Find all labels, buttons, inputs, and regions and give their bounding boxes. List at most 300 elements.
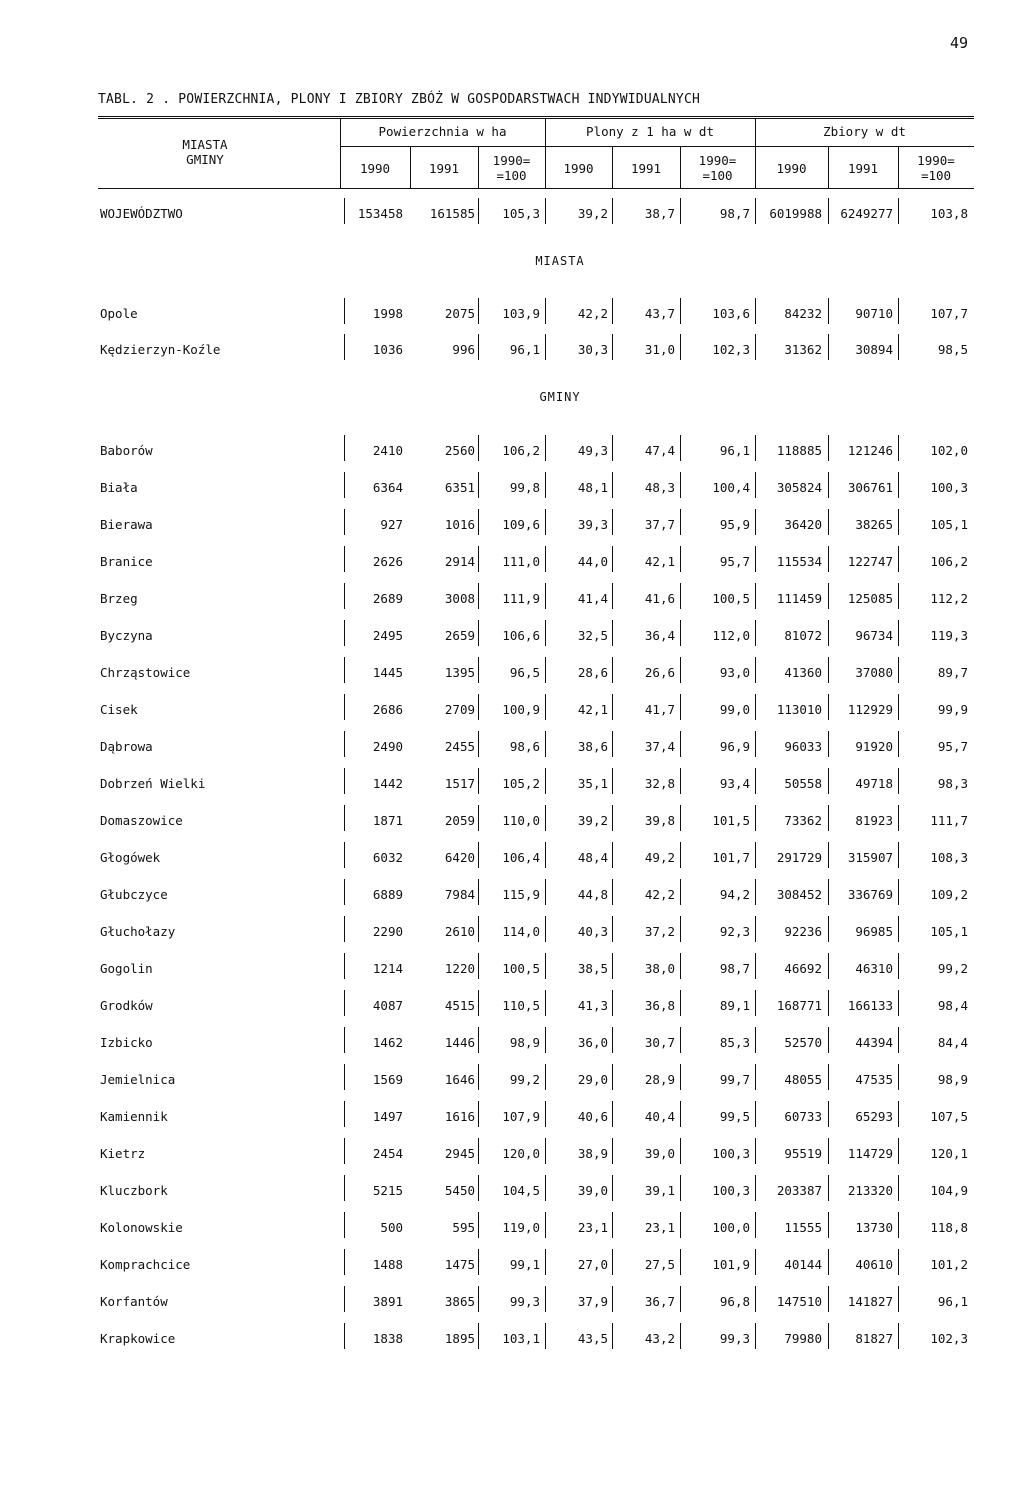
table-row [0,1331,1024,1351]
table-cell: 6889 [372,887,403,902]
table-cell: 2454 [372,1146,403,1161]
row-label: Biała [100,480,138,495]
group-header-area: Powierzchnia w ha [378,124,507,139]
table-cell: 2709 [444,702,475,717]
table-cell: 1497 [372,1109,403,1124]
table-cell: 96985 [855,924,893,939]
table-cell: 65293 [855,1109,893,1124]
table-cell: 1442 [372,776,403,791]
row-label: Kietrz [100,1146,146,1161]
section-gminas-heading: GMINY [539,390,581,404]
table-cell: 1569 [372,1072,403,1087]
table-cell: 99,3 [719,1331,750,1346]
stub-header-gminas: GMINY [186,152,224,167]
table-cell: 48,1 [577,480,608,495]
table-cell: 85,3 [719,1035,750,1050]
table-cell: 39,0 [577,1183,608,1198]
sub-header-1991: 1991 [847,161,879,176]
table-cell: 7984 [444,887,475,902]
table-cell: 104,9 [930,1183,968,1198]
table-cell: 41,4 [577,591,608,606]
table-cell: 153458 [357,206,403,221]
table-cell: 42,2 [577,306,608,321]
table-cell: 101,7 [712,850,750,865]
table-row [0,961,1024,981]
table-cell: 89,7 [937,665,968,680]
table-cell: 95,7 [937,739,968,754]
table-cell: 5215 [372,1183,403,1198]
table-cell: 1445 [372,665,403,680]
table-cell: 109,6 [502,517,540,532]
row-label: Głubczyce [100,887,168,902]
row-label: Brzeg [100,591,138,606]
table-cell: 107,7 [930,306,968,321]
table-cell: 308452 [776,887,822,902]
table-cell: 89,1 [719,998,750,1013]
section-cities-heading: MIASTA [535,254,585,268]
table-row [0,887,1024,907]
table-row [0,702,1024,722]
table-cell: 99,7 [719,1072,750,1087]
row-label: Głuchołazy [100,924,176,939]
table-row [0,813,1024,833]
table-cell: 44,8 [577,887,608,902]
table-cell: 36,4 [644,628,675,643]
table-row [0,850,1024,870]
table-cell: 46692 [784,961,822,976]
table-row [0,1109,1024,1129]
sub-header-1990: 1990 [359,161,391,176]
table-cell: 110,0 [502,813,540,828]
table-cell: 95,9 [719,517,750,532]
table-cell: 30,7 [644,1035,675,1050]
table-cell: 291729 [776,850,822,865]
table-cell: 27,0 [577,1257,608,1272]
table-cell: 98,3 [937,776,968,791]
table-cell: 100,3 [712,1146,750,1161]
table-row [0,1294,1024,1314]
row-label: Korfantów [100,1294,168,1309]
table-cell: 32,5 [577,628,608,643]
table-cell: 118885 [776,443,822,458]
table-cell: 98,7 [719,206,750,221]
table-cell: 105,1 [930,517,968,532]
table-cell: 2945 [444,1146,475,1161]
sub-header-1991: 1991 [630,161,662,176]
table-cell: 1036 [372,342,403,357]
table-cell: 102,3 [712,342,750,357]
table-cell: 98,9 [509,1035,540,1050]
table-cell: 114,0 [502,924,540,939]
row-label: Opole [100,306,138,321]
table-row [0,1035,1024,1055]
table-cell: 30894 [855,342,893,357]
table-cell: 38,0 [644,961,675,976]
group-header-yield: Plony z 1 ha w dt [586,124,714,139]
table-cell: 81827 [855,1331,893,1346]
header-top-rule-2 [98,118,974,119]
table-cell: 43,7 [644,306,675,321]
table-row [0,1220,1024,1240]
table-cell: 73362 [784,813,822,828]
table-cell: 101,9 [712,1257,750,1272]
table-cell: 106,2 [930,554,968,569]
table-cell: 101,2 [930,1257,968,1272]
table-cell: 103,8 [930,206,968,221]
table-cell: 1646 [444,1072,475,1087]
table-cell: 106,2 [502,443,540,458]
row-label: Chrząstowice [100,665,191,680]
stub-header-cities: MIASTA [182,137,228,152]
page-number: 49 [950,34,969,52]
table-cell: 6420 [444,850,475,865]
table-cell: 42,1 [644,554,675,569]
table-row [0,776,1024,796]
table-cell: 203387 [776,1183,822,1198]
table-cell: 28,9 [644,1072,675,1087]
table-cell: 1998 [372,306,403,321]
row-label: Jemielnica [100,1072,176,1087]
table-cell: 99,3 [509,1294,540,1309]
table-cell: 595 [452,1220,475,1235]
table-cell: 42,1 [577,702,608,717]
row-label: Krapkowice [100,1331,176,1346]
table-cell: 112929 [847,702,893,717]
sub-header-1991: 1991 [428,161,460,176]
table-cell: 96,1 [719,443,750,458]
table-cell: 43,5 [577,1331,608,1346]
table-cell: 41,7 [644,702,675,717]
table-row [0,998,1024,1018]
table-cell: 106,4 [502,850,540,865]
table-cell: 40,3 [577,924,608,939]
table-cell: 106,6 [502,628,540,643]
table-cell: 39,3 [577,517,608,532]
table-cell: 2495 [372,628,403,643]
table-cell: 39,8 [644,813,675,828]
table-cell: 95,7 [719,554,750,569]
table-cell: 35,1 [577,776,608,791]
table-cell: 100,0 [712,1220,750,1235]
table-cell: 2914 [444,554,475,569]
table-cell: 100,5 [502,961,540,976]
table-cell: 166133 [847,998,893,1013]
table-cell: 107,9 [502,1109,540,1124]
table-cell: 37,2 [644,924,675,939]
table-cell: 29,0 [577,1072,608,1087]
table-cell: 44,0 [577,554,608,569]
table-cell: 120,1 [930,1146,968,1161]
table-cell: 120,0 [502,1146,540,1161]
table-cell: 101,5 [712,813,750,828]
row-label: Kolonowskie [100,1220,183,1235]
table-cell: 95519 [784,1146,822,1161]
table-cell: 1220 [444,961,475,976]
table-cell: 111459 [776,591,822,606]
table-cell: 79980 [784,1331,822,1346]
table-cell: 6032 [372,850,403,865]
table-cell: 98,4 [937,998,968,1013]
table-cell: 11555 [784,1220,822,1235]
table-cell: 1016 [444,517,475,532]
table-cell: 99,0 [719,702,750,717]
table-cell: 102,3 [930,1331,968,1346]
table-cell: 121246 [847,443,893,458]
table-cell: 1838 [372,1331,403,1346]
table-cell: 1395 [444,665,475,680]
table-cell: 111,7 [930,813,968,828]
table-row [0,628,1024,648]
table-cell: 115534 [776,554,822,569]
table-cell: 40,6 [577,1109,608,1124]
table-cell: 23,1 [577,1220,608,1235]
row-label: Bierawa [100,517,153,532]
table-row [0,554,1024,574]
table-cell: 6364 [372,480,403,495]
table-cell: 47535 [855,1072,893,1087]
table-row [0,1146,1024,1166]
table-cell: 40610 [855,1257,893,1272]
table-cell: 99,8 [509,480,540,495]
table-row [0,342,1024,362]
table-row [0,591,1024,611]
table-cell: 50558 [784,776,822,791]
table-cell: 2659 [444,628,475,643]
table-cell: 38,5 [577,961,608,976]
header-mid-rule [340,146,974,147]
table-cell: 48,4 [577,850,608,865]
table-cell: 39,1 [644,1183,675,1198]
table-cell: 161585 [429,206,475,221]
row-label: Cisek [100,702,138,717]
table-cell: 39,2 [577,813,608,828]
table-cell: 107,5 [930,1109,968,1124]
table-cell: 1517 [444,776,475,791]
table-cell: 103,9 [502,306,540,321]
table-cell: 96033 [784,739,822,754]
table-cell: 109,2 [930,887,968,902]
row-label: Dobrzeń Wielki [100,776,206,791]
row-label: Izbicko [100,1035,153,1050]
table-cell: 105,2 [502,776,540,791]
table-cell: 36420 [784,517,822,532]
table-cell: 38265 [855,517,893,532]
table-cell: 100,3 [712,1183,750,1198]
table-row [0,517,1024,537]
table-cell: 500 [380,1220,403,1235]
table-cell: 40,4 [644,1109,675,1124]
table-cell: 44394 [855,1035,893,1050]
table-cell: 99,2 [937,961,968,976]
table-cell: 39,2 [577,206,608,221]
table-cell: 213320 [847,1183,893,1198]
table-cell: 49,3 [577,443,608,458]
table-cell: 122747 [847,554,893,569]
table-cell: 100,3 [930,480,968,495]
table-cell: 23,1 [644,1220,675,1235]
table-cell: 99,5 [719,1109,750,1124]
table-cell: 96734 [855,628,893,643]
table-cell: 2626 [372,554,403,569]
table-cell: 1616 [444,1109,475,1124]
table-cell: 1871 [372,813,403,828]
table-cell: 52570 [784,1035,822,1050]
table-cell: 111,0 [502,554,540,569]
table-cell: 336769 [847,887,893,902]
table-cell: 108,3 [930,850,968,865]
table-row [0,1257,1024,1277]
table-cell: 38,9 [577,1146,608,1161]
table-cell: 110,5 [502,998,540,1013]
table-cell: 98,7 [719,961,750,976]
table-cell: 168771 [776,998,822,1013]
header-top-rule [98,116,974,117]
row-label: Byczyna [100,628,153,643]
table-title: TABL. 2 . POWIERZCHNIA, PLONY I ZBIORY ZBÓŻ W GOSPODARSTWACH INDYWIDUALNYCH [98,92,700,107]
table-cell: 2410 [372,443,403,458]
row-label: Kluczbork [100,1183,168,1198]
table-cell: 37080 [855,665,893,680]
table-cell: 2290 [372,924,403,939]
table-cell: 1214 [372,961,403,976]
table-cell: 28,6 [577,665,608,680]
table-cell: 37,9 [577,1294,608,1309]
table-cell: 36,8 [644,998,675,1013]
table-cell: 49718 [855,776,893,791]
table-cell: 46310 [855,961,893,976]
table-cell: 81923 [855,813,893,828]
table-cell: 115,9 [502,887,540,902]
sub-header-index: 1990= =100 [492,153,531,183]
table-cell: 93,0 [719,665,750,680]
table-row [0,443,1024,463]
table-cell: 114729 [847,1146,893,1161]
table-cell: 49,2 [644,850,675,865]
table-row [0,206,1024,226]
table-cell: 2689 [372,591,403,606]
table-cell: 93,4 [719,776,750,791]
table-cell: 91920 [855,739,893,754]
table-cell: 305824 [776,480,822,495]
table-cell: 43,2 [644,1331,675,1346]
row-label: WOJEWÓDZTWO [100,206,183,221]
row-label: Gogolin [100,961,153,976]
table-cell: 119,3 [930,628,968,643]
table-cell: 81072 [784,628,822,643]
table-cell: 3008 [444,591,475,606]
table-cell: 100,4 [712,480,750,495]
table-cell: 13730 [855,1220,893,1235]
table-cell: 98,9 [937,1072,968,1087]
sub-header-1990: 1990 [563,161,594,176]
table-cell: 39,0 [644,1146,675,1161]
table-cell: 104,5 [502,1183,540,1198]
table-cell: 94,2 [719,887,750,902]
table-cell: 2560 [444,443,475,458]
table-cell: 141827 [847,1294,893,1309]
table-cell: 31,0 [644,342,675,357]
table-cell: 96,9 [719,739,750,754]
table-cell: 4515 [444,998,475,1013]
table-cell: 112,2 [930,591,968,606]
table-cell: 113010 [776,702,822,717]
table-cell: 2686 [372,702,403,717]
table-cell: 41,3 [577,998,608,1013]
table-cell: 1446 [444,1035,475,1050]
table-cell: 26,6 [644,665,675,680]
table-cell: 48055 [784,1072,822,1087]
table-cell: 92,3 [719,924,750,939]
table-cell: 32,8 [644,776,675,791]
table-cell: 927 [380,517,403,532]
table-cell: 41,6 [644,591,675,606]
table-row [0,480,1024,500]
table-cell: 315907 [847,850,893,865]
table-cell: 38,6 [577,739,608,754]
table-row [0,665,1024,685]
table-cell: 5450 [444,1183,475,1198]
table-cell: 96,5 [509,665,540,680]
table-cell: 36,0 [577,1035,608,1050]
row-label: Głogówek [100,850,161,865]
row-label: Kamiennik [100,1109,168,1124]
table-cell: 4087 [372,998,403,1013]
sub-header-index: 1990= =100 [917,153,955,183]
table-cell: 118,8 [930,1220,968,1235]
row-label: Kędzierzyn-Koźle [100,342,221,357]
table-cell: 96,1 [937,1294,968,1309]
table-row [0,306,1024,326]
table-cell: 47,4 [644,443,675,458]
table-cell: 147510 [776,1294,822,1309]
header-bottom-rule [98,188,974,189]
group-header-harvest: Zbiory w dt [823,124,906,139]
table-cell: 2059 [444,813,475,828]
table-cell: 6249277 [840,206,893,221]
row-label: Komprachcice [100,1257,191,1272]
table-cell: 41360 [784,665,822,680]
table-cell: 100,5 [712,591,750,606]
table-cell: 27,5 [644,1257,675,1272]
table-cell: 98,6 [509,739,540,754]
table-cell: 105,3 [502,206,540,221]
table-cell: 119,0 [502,1220,540,1235]
row-label: Baborów [100,443,153,458]
table-cell: 90710 [855,306,893,321]
row-label: Branice [100,554,153,569]
table-cell: 105,1 [930,924,968,939]
table-row [0,1183,1024,1203]
table-cell: 6351 [444,480,475,495]
sub-header-index: 1990= =100 [698,153,737,183]
table-row [0,924,1024,944]
table-cell: 2610 [444,924,475,939]
table-cell: 1488 [372,1257,403,1272]
table-cell: 1462 [372,1035,403,1050]
table-cell: 2075 [444,306,475,321]
table-cell: 1475 [444,1257,475,1272]
table-cell: 96,8 [719,1294,750,1309]
table-cell: 2455 [444,739,475,754]
table-cell: 103,1 [502,1331,540,1346]
table-cell: 306761 [847,480,893,495]
table-cell: 1895 [444,1331,475,1346]
row-label: Grodków [100,998,153,1013]
table-cell: 111,9 [502,591,540,606]
table-cell: 96,1 [509,342,540,357]
table-cell: 84232 [784,306,822,321]
table-cell: 40144 [784,1257,822,1272]
